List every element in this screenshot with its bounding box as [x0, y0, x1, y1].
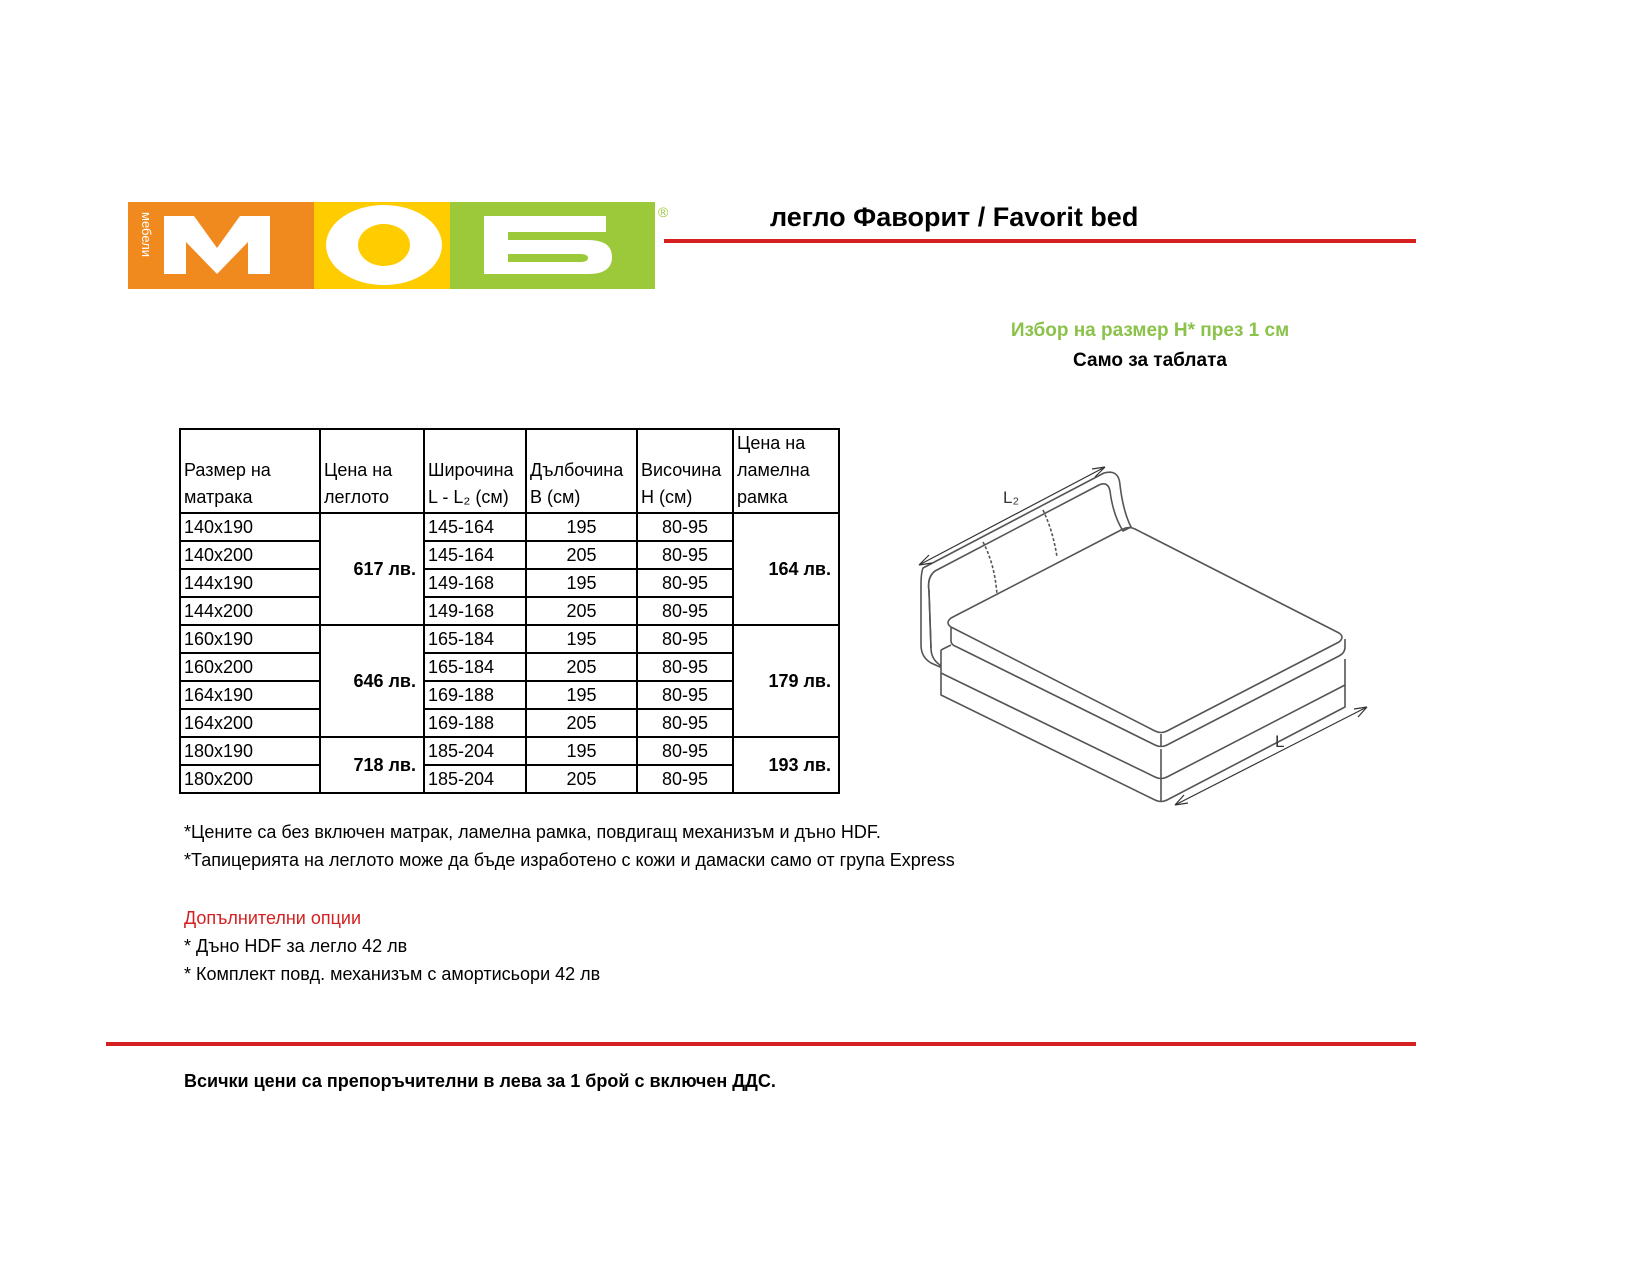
cell-height: 80-95: [637, 737, 733, 765]
cell-depth: 195: [526, 569, 637, 597]
vat-disclaimer: Всички цени са препоръчителни в лева за 1 брой с включен ДДС.: [184, 1071, 776, 1091]
bottom-divider: [106, 1042, 1416, 1046]
table-header-row: [180, 429, 839, 513]
size-note-highlight: Избор на размер H* през 1 см: [1010, 320, 1290, 341]
header-mattress-size: Размер на матрака: [180, 429, 320, 513]
cell-width: 149-168: [424, 569, 526, 597]
cell-height: 80-95: [637, 681, 733, 709]
cell-bed-price: 646 лв.: [320, 625, 424, 737]
extra-options: [184, 904, 600, 988]
cell-width: 145-164: [424, 541, 526, 569]
header-depth: Дълбочина B (см): [526, 429, 637, 513]
cell-depth: 195: [526, 513, 637, 541]
cell-frame-price: 179 лв.: [733, 625, 839, 737]
cell-frame-price: 164 лв.: [733, 513, 839, 625]
price-notes: [184, 818, 955, 874]
cell-width: 149-168: [424, 597, 526, 625]
cell-width: 185-204: [424, 765, 526, 793]
size-note: [990, 316, 1310, 376]
cell-width: 169-188: [424, 709, 526, 737]
cell-width: 165-184: [424, 625, 526, 653]
cell-depth: 195: [526, 681, 637, 709]
cell-size: 164x190: [180, 681, 320, 709]
cell-depth: 195: [526, 625, 637, 653]
cell-depth: 195: [526, 737, 637, 765]
cell-bed-price: 718 лв.: [320, 737, 424, 793]
header-frame-price: Цена на ламелна рамка: [733, 429, 839, 513]
cell-size: 180x190: [180, 737, 320, 765]
cell-size: 144x190: [180, 569, 320, 597]
registered-mark: ®: [658, 204, 669, 220]
cell-height: 80-95: [637, 597, 733, 625]
header-width: Широчина L - L₂ (см): [424, 429, 526, 513]
price-table: [179, 428, 840, 794]
cell-frame-price: 193 лв.: [733, 737, 839, 793]
logo-side-text: мебели: [139, 212, 154, 257]
cell-depth: 205: [526, 765, 637, 793]
option-item: * Дъно HDF за легло 42 лв: [184, 936, 408, 956]
cell-height: 80-95: [637, 765, 733, 793]
note-line: *Тапицерията на леглото може да бъде изработено с кожи и дамаски само от група Express: [184, 850, 955, 870]
cell-bed-price: 617 лв.: [320, 513, 424, 625]
header-bed-price: Цена на леглото: [320, 429, 424, 513]
cell-width: 169-188: [424, 681, 526, 709]
size-note-subtitle: Само за таблата: [1073, 350, 1227, 371]
cell-size: 140x200: [180, 541, 320, 569]
note-line: *Цените са без включен матрак, ламелна рамка, повдигащ механизъм и дъно HDF.: [184, 822, 881, 842]
cell-size: 160x190: [180, 625, 320, 653]
cell-width: 165-184: [424, 653, 526, 681]
bed-diagram: [905, 445, 1375, 807]
cell-size: 164x200: [180, 709, 320, 737]
mob-logo: [128, 202, 673, 289]
cell-height: 80-95: [637, 513, 733, 541]
table-row: [180, 737, 839, 765]
cell-depth: 205: [526, 541, 637, 569]
option-item: * Комплект повд. механизъм с амортисьори 42 лв: [184, 964, 601, 984]
cell-depth: 205: [526, 709, 637, 737]
cell-width: 145-164: [424, 513, 526, 541]
label-l2: L₂: [1003, 488, 1020, 507]
label-l: L: [1275, 732, 1285, 751]
cell-height: 80-95: [637, 569, 733, 597]
cell-size: 160x200: [180, 653, 320, 681]
cell-height: 80-95: [637, 625, 733, 653]
cell-height: 80-95: [637, 653, 733, 681]
page-title: легло Фаворит / Favorit bed: [770, 202, 1139, 232]
cell-depth: 205: [526, 597, 637, 625]
cell-height: 80-95: [637, 709, 733, 737]
table-row: [180, 625, 839, 653]
table-row: [180, 513, 839, 541]
cell-size: 180x200: [180, 765, 320, 793]
cell-depth: 205: [526, 653, 637, 681]
cell-size: 144x200: [180, 597, 320, 625]
cell-height: 80-95: [637, 541, 733, 569]
cell-size: 140x190: [180, 513, 320, 541]
top-divider: [664, 239, 1416, 243]
options-heading: Допълнителни опции: [184, 908, 362, 928]
header-height: Височина H (см): [637, 429, 733, 513]
cell-width: 185-204: [424, 737, 526, 765]
